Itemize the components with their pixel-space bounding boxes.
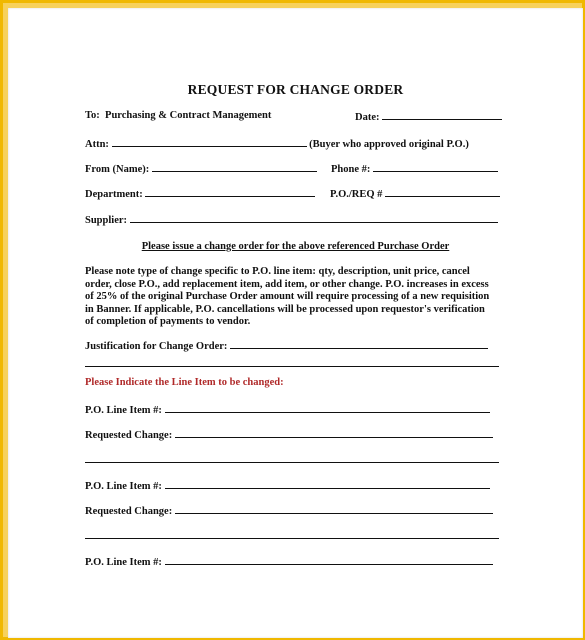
department-field[interactable] <box>145 187 315 197</box>
requested-change-label: Requested Change: <box>85 430 173 441</box>
form-title: REQUEST FOR CHANGE ORDER <box>187 82 404 97</box>
supplier-row <box>85 213 498 226</box>
to-value: Purchasing & Contract Management <box>105 110 272 121</box>
justification-field[interactable] <box>230 339 488 349</box>
attn-note: (Buyer who approved original P.O.) <box>309 139 469 150</box>
requested-change-continuation-line[interactable] <box>85 462 499 463</box>
to-label: To: <box>85 110 100 121</box>
date-field[interactable] <box>382 110 502 120</box>
from-label: From (Name): <box>85 164 150 175</box>
to-row <box>85 110 271 121</box>
instruction-line: of completion of payments to vendor. <box>85 316 251 328</box>
po-req-label: P.O./REQ # <box>330 189 383 200</box>
from-row <box>85 162 317 175</box>
phone-field[interactable] <box>373 162 498 172</box>
line-item-heading: Please Indicate the Line Item to be changed: <box>85 377 284 388</box>
justification-continuation-line[interactable] <box>85 366 499 367</box>
po-line-item-row <box>85 403 490 416</box>
requested-change-continuation-line[interactable] <box>85 538 499 539</box>
department-row <box>85 187 315 200</box>
change-order-form <box>8 8 583 638</box>
notice-heading: Please issue a change order for the above referenced Purchase Order <box>141 241 450 252</box>
attn-row <box>85 137 469 150</box>
po-line-item-field[interactable] <box>165 555 493 565</box>
justification-label: Justification for Change Order: <box>85 341 228 352</box>
po-line-item-row <box>85 555 493 568</box>
po-line-item-label: P.O. Line Item #: <box>85 481 162 492</box>
requested-change-field[interactable] <box>175 428 493 438</box>
requested-change-label: Requested Change: <box>85 506 173 517</box>
phone-row <box>331 162 498 175</box>
attn-label: Attn: <box>85 139 109 150</box>
document-page <box>8 8 583 638</box>
from-name-field[interactable] <box>152 162 317 172</box>
instruction-line: order, close P.O., add replacement item, add item, or other change. P.O. increases in excess <box>85 278 489 290</box>
phone-label: Phone #: <box>331 164 371 175</box>
justification-row <box>85 339 488 352</box>
supplier-label: Supplier: <box>85 215 128 226</box>
requested-change-row <box>85 504 493 517</box>
po-line-item-field[interactable] <box>165 479 490 489</box>
po-req-row <box>330 187 500 200</box>
instructions-paragraph <box>85 266 525 329</box>
date-row <box>355 110 502 123</box>
requested-change-row <box>85 428 493 441</box>
instruction-line: Please note type of change specific to P.O. line item: qty, description, unit price, cancel <box>85 266 470 277</box>
po-line-item-label: P.O. Line Item #: <box>85 405 162 416</box>
supplier-field[interactable] <box>130 213 498 223</box>
instruction-line: in Banner. If applicable, P.O. cancellations will be processed upon requestor's verification <box>85 303 485 315</box>
po-line-item-label: P.O. Line Item #: <box>85 557 162 568</box>
po-req-field[interactable] <box>385 187 500 197</box>
date-label: Date: <box>355 112 380 123</box>
po-line-item-field[interactable] <box>165 403 490 413</box>
attn-field[interactable] <box>112 137 307 147</box>
requested-change-field[interactable] <box>175 504 493 514</box>
department-label: Department: <box>85 189 143 200</box>
po-line-item-row <box>85 479 490 492</box>
instruction-line: of 25% of the original Purchase Order amount will require processing of a new requisition <box>85 291 490 303</box>
